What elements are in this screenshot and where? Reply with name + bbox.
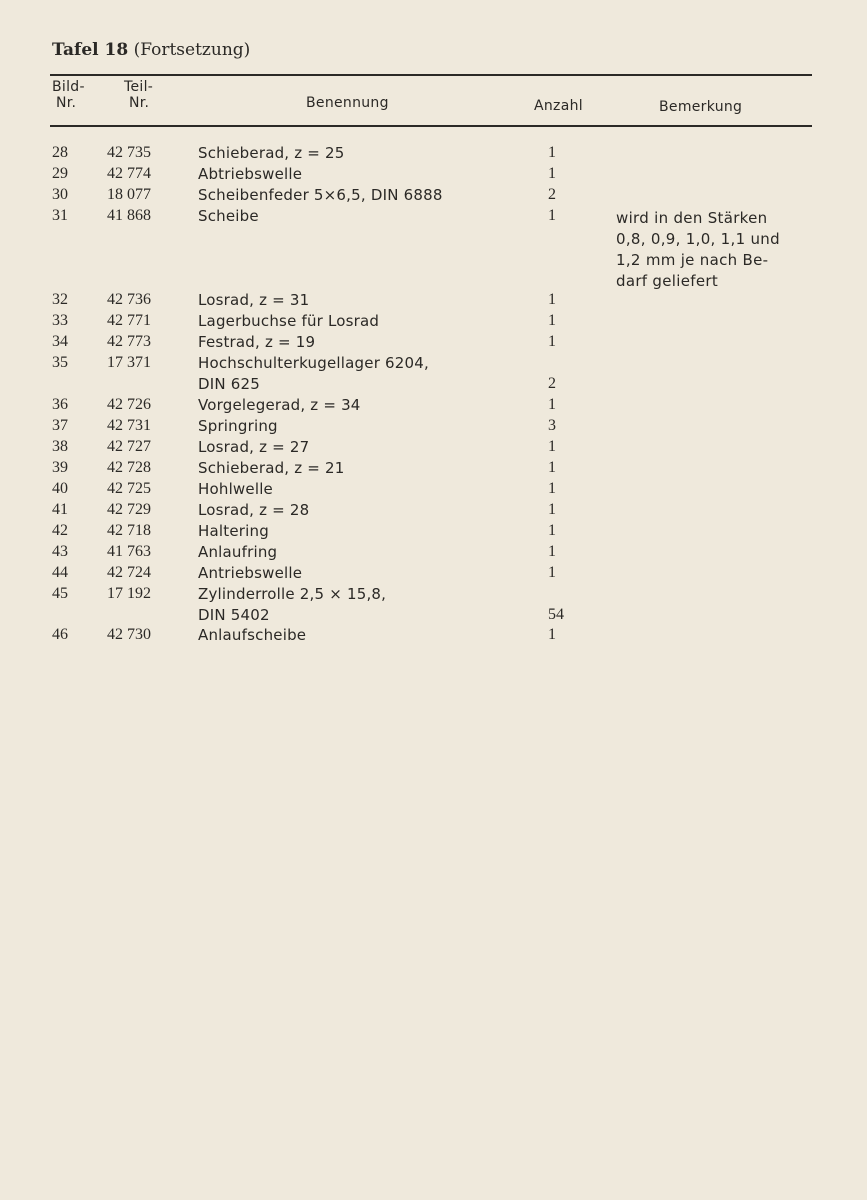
table-row xyxy=(0,564,867,585)
benennung: Springring xyxy=(198,417,278,435)
bild-nr: 30 xyxy=(52,186,68,203)
bild-nr: 45 xyxy=(52,585,68,602)
bemerkung-note-row-31 xyxy=(616,208,816,292)
benennung: Antriebswelle xyxy=(198,564,303,582)
table-row xyxy=(0,417,867,438)
header-benennung: Benennung xyxy=(306,95,389,111)
bild-nr: 38 xyxy=(52,438,68,455)
anzahl: 1 xyxy=(548,438,556,455)
anzahl: 1 xyxy=(548,459,556,476)
anzahl: 1 xyxy=(548,564,556,581)
benennung: DIN 625 xyxy=(198,375,260,393)
anzahl: 2 xyxy=(548,186,556,203)
remark-line: darf geliefert xyxy=(616,272,719,290)
bild-nr: 39 xyxy=(52,459,68,476)
table-row xyxy=(0,501,867,522)
benennung: Abtriebswelle xyxy=(198,165,303,183)
title-table-number: Tafel 18 xyxy=(52,40,129,60)
benennung: Hochschulterkugellager 6204, xyxy=(198,354,429,372)
teil-nr: 42 771 xyxy=(107,312,151,329)
table-row xyxy=(0,626,867,647)
teil-nr: 42 725 xyxy=(107,480,151,497)
benennung: Losrad, z = 31 xyxy=(198,291,310,309)
table-row xyxy=(0,438,867,459)
table-row xyxy=(0,354,867,375)
bild-nr: 29 xyxy=(52,165,68,182)
teil-nr: 42 729 xyxy=(107,501,151,518)
benennung: Schieberad, z = 21 xyxy=(198,459,345,477)
table-row xyxy=(0,312,867,333)
anzahl: 1 xyxy=(548,480,556,497)
anzahl: 1 xyxy=(548,543,556,560)
benennung: DIN 5402 xyxy=(198,606,270,624)
teil-nr: 42 736 xyxy=(107,291,151,308)
table-row xyxy=(0,459,867,480)
table-row xyxy=(0,165,867,186)
table-row xyxy=(0,291,867,312)
benennung: Scheibenfeder 5×6,5, DIN 6888 xyxy=(198,186,443,204)
bild-nr: 35 xyxy=(52,354,68,371)
table-row xyxy=(0,522,867,543)
table-row xyxy=(0,543,867,564)
benennung: Haltering xyxy=(198,522,269,540)
bild-nr: 33 xyxy=(52,312,68,329)
header-bild-line1: Bild- xyxy=(52,79,85,95)
benennung: Scheibe xyxy=(198,207,259,225)
teil-nr: 42 728 xyxy=(107,459,151,476)
bild-nr: 31 xyxy=(52,207,68,224)
teil-nr: 42 774 xyxy=(107,165,151,182)
teil-nr: 42 726 xyxy=(107,396,151,413)
benennung: Anlaufring xyxy=(198,543,278,561)
bild-nr: 46 xyxy=(52,626,68,643)
table-row xyxy=(0,585,867,606)
table-row xyxy=(0,186,867,207)
header-anzahl: Anzahl xyxy=(534,98,583,114)
header-bemerkung: Bemerkung xyxy=(659,99,743,115)
anzahl: 1 xyxy=(548,522,556,539)
benennung: Festrad, z = 19 xyxy=(198,333,316,351)
remark-line: 0,8, 0,9, 1,0, 1,1 und xyxy=(616,230,780,248)
header-teil-line2: Nr. xyxy=(129,95,150,111)
bild-nr: 37 xyxy=(52,417,68,434)
teil-nr: 41 763 xyxy=(107,543,151,560)
header-top-rule xyxy=(50,74,812,76)
header-bottom-rule xyxy=(50,125,812,127)
header-teil-line1: Teil- xyxy=(124,79,154,95)
remark-line: wird in den Stärken xyxy=(616,209,768,227)
bild-nr: 28 xyxy=(52,144,68,161)
bild-nr: 32 xyxy=(52,291,68,308)
bild-nr: 43 xyxy=(52,543,68,560)
anzahl: 1 xyxy=(548,165,556,182)
benennung: Anlaufscheibe xyxy=(198,626,307,644)
benennung: Zylinderrolle 2,5 × 15,8, xyxy=(198,585,387,603)
benennung: Schieberad, z = 25 xyxy=(198,144,345,162)
header-bild-line2: Nr. xyxy=(56,95,77,111)
bild-nr: 42 xyxy=(52,522,68,539)
bild-nr: 36 xyxy=(52,396,68,413)
teil-nr: 42 773 xyxy=(107,333,151,350)
bild-nr: 44 xyxy=(52,564,68,581)
teil-nr: 42 730 xyxy=(107,626,151,643)
page-title xyxy=(52,40,250,60)
title-continuation: (Fortsetzung) xyxy=(128,40,251,60)
table-row-continuation xyxy=(0,606,867,627)
remark-line: 1,2 mm je nach Be- xyxy=(616,251,769,269)
benennung: Losrad, z = 28 xyxy=(198,501,310,519)
teil-nr: 41 868 xyxy=(107,207,151,224)
teil-nr: 17 192 xyxy=(107,585,151,602)
table-row xyxy=(0,396,867,417)
table-row xyxy=(0,333,867,354)
anzahl: 1 xyxy=(548,501,556,518)
anzahl: 1 xyxy=(548,333,556,350)
teil-nr: 42 718 xyxy=(107,522,151,539)
bild-nr: 40 xyxy=(52,480,68,497)
bild-nr: 34 xyxy=(52,333,68,350)
anzahl: 1 xyxy=(548,396,556,413)
anzahl: 2 xyxy=(548,375,556,392)
benennung: Losrad, z = 27 xyxy=(198,438,310,456)
anzahl: 1 xyxy=(548,626,556,643)
anzahl: 3 xyxy=(548,417,556,434)
table-row xyxy=(0,480,867,501)
teil-nr: 42 724 xyxy=(107,564,151,581)
teil-nr: 42 731 xyxy=(107,417,151,434)
teil-nr: 18 077 xyxy=(107,186,151,203)
anzahl: 54 xyxy=(548,606,564,623)
table-row-continuation xyxy=(0,375,867,396)
anzahl: 1 xyxy=(548,144,556,161)
teil-nr: 42 727 xyxy=(107,438,151,455)
benennung: Hohlwelle xyxy=(198,480,273,498)
anzahl: 1 xyxy=(548,207,556,224)
teil-nr: 42 735 xyxy=(107,144,151,161)
benennung: Vorgelegerad, z = 34 xyxy=(198,396,361,414)
table-row xyxy=(0,144,867,165)
benennung: Lagerbuchse für Losrad xyxy=(198,312,380,330)
teil-nr: 17 371 xyxy=(107,354,151,371)
anzahl: 1 xyxy=(548,291,556,308)
bild-nr: 41 xyxy=(52,501,68,518)
anzahl: 1 xyxy=(548,312,556,329)
